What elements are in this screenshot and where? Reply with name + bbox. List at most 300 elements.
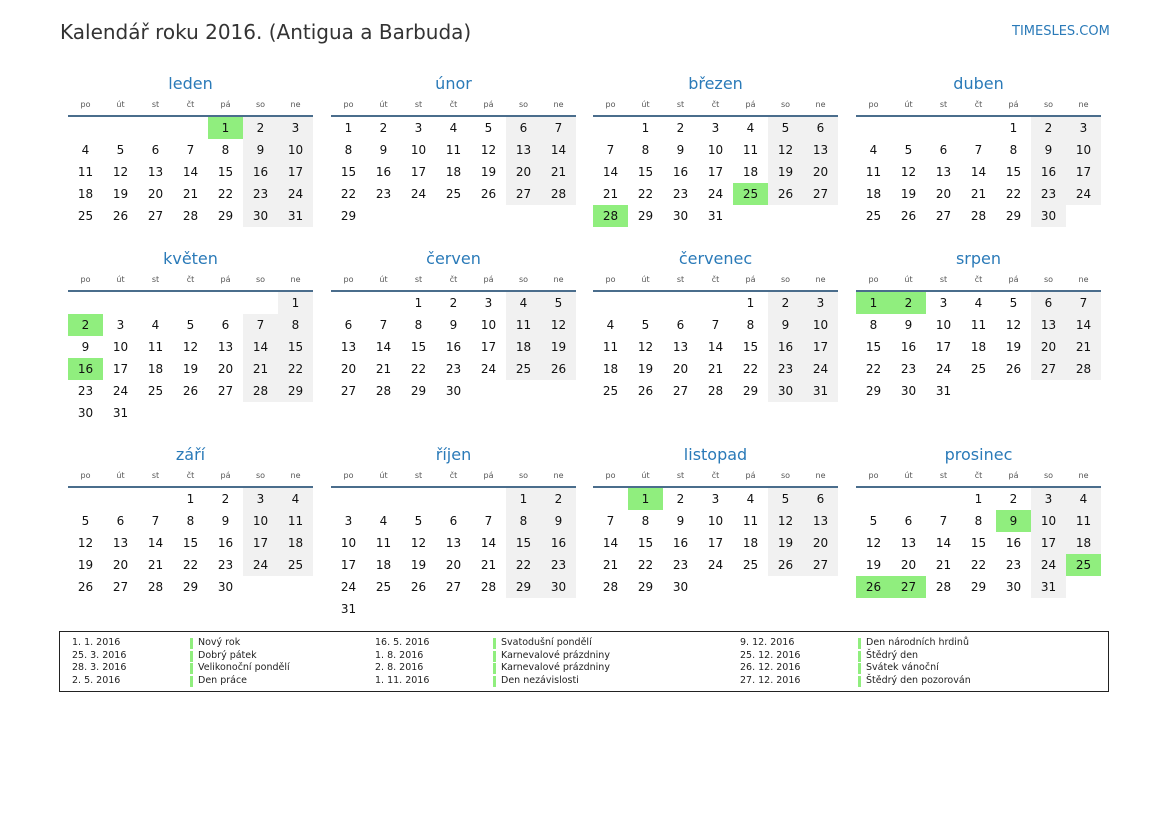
- empty-cell: [733, 576, 768, 598]
- day-cell: 5: [81, 514, 90, 528]
- empty-cell: [366, 292, 401, 314]
- day-cell: 15: [217, 165, 234, 179]
- week-row: [331, 117, 576, 139]
- day-cell: 27: [340, 384, 357, 398]
- weekday-label: po: [605, 275, 616, 284]
- month-name: květen: [163, 249, 218, 268]
- weekday-label: pá: [1008, 100, 1019, 109]
- day-cell: 12: [410, 536, 427, 550]
- week-row: [593, 314, 838, 336]
- day-cell: 4: [379, 514, 388, 528]
- day-cell: 7: [541, 117, 576, 139]
- day-cell: 13: [1031, 314, 1066, 336]
- day-cell: 24: [480, 362, 497, 376]
- day-cell: 18: [506, 336, 541, 358]
- day-cell: 17: [803, 336, 838, 358]
- day-cell: 6: [221, 318, 230, 332]
- day-cell: 27: [217, 384, 234, 398]
- weekday-header: [856, 270, 1101, 292]
- day-cell: 19: [182, 362, 199, 376]
- legend-name: Den nezávislosti: [501, 674, 579, 686]
- day-cell: 8: [278, 314, 313, 336]
- day-cell: 2: [891, 292, 926, 314]
- empty-cell: [471, 380, 506, 402]
- day-cell: 20: [900, 558, 917, 572]
- legend-column: [363, 637, 610, 687]
- day-cell: 28: [602, 580, 619, 594]
- day-cell: 8: [506, 510, 541, 532]
- empty-cell: [996, 380, 1031, 402]
- day-cell: 20: [1031, 336, 1066, 358]
- day-cell: 2: [221, 492, 230, 506]
- legend-date: 2. 8. 2016: [375, 662, 424, 673]
- legend-item: [363, 662, 610, 675]
- day-cell: 2: [449, 296, 458, 310]
- day-cell: 24: [935, 362, 952, 376]
- legend-date: 1. 1. 2016: [72, 637, 121, 648]
- day-cell: 26: [77, 580, 94, 594]
- weekday-label: so: [780, 471, 791, 480]
- week-row: [331, 183, 576, 205]
- month-calendar: [331, 444, 576, 620]
- month-name: červen: [426, 249, 481, 268]
- empty-cell: [366, 598, 401, 620]
- day-cell: 29: [865, 384, 882, 398]
- day-cell: 8: [641, 143, 650, 157]
- week-row: [68, 292, 313, 314]
- day-cell: 9: [1031, 139, 1066, 161]
- weekday-label: so: [1043, 471, 1054, 480]
- day-cell: 19: [112, 187, 129, 201]
- day-cell: 15: [865, 340, 882, 354]
- week-row: [331, 576, 576, 598]
- empty-cell: [138, 402, 173, 424]
- weekday-label: st: [676, 275, 685, 284]
- month-name: prosinec: [944, 445, 1013, 464]
- day-cell: 9: [243, 139, 278, 161]
- empty-cell: [926, 488, 961, 510]
- holiday-marker: [858, 651, 861, 662]
- day-cell: 16: [445, 340, 462, 354]
- day-cell: 16: [375, 165, 392, 179]
- day-cell: 6: [151, 143, 160, 157]
- legend-name: Štědrý den: [866, 649, 919, 661]
- day-cell: 20: [803, 532, 838, 554]
- day-cell: 25: [147, 384, 164, 398]
- day-cell: 4: [746, 121, 755, 135]
- day-cell: 12: [112, 165, 129, 179]
- day-cell: 8: [641, 514, 650, 528]
- day-cell: 7: [151, 514, 160, 528]
- day-cell: 17: [480, 340, 497, 354]
- weekday-label: ne: [1078, 100, 1089, 109]
- day-cell: 1: [506, 488, 541, 510]
- day-cell: 14: [970, 165, 987, 179]
- day-cell: 12: [480, 143, 497, 157]
- month-calendar: [331, 248, 576, 402]
- week-row: [593, 532, 838, 554]
- day-cell: 4: [449, 121, 458, 135]
- day-cell: 5: [904, 143, 913, 157]
- day-cell: 9: [541, 510, 576, 532]
- legend-item: [728, 675, 971, 688]
- week-row: [68, 554, 313, 576]
- day-cell: 15: [278, 336, 313, 358]
- weekday-label: po: [343, 275, 354, 284]
- day-cell: 14: [375, 340, 392, 354]
- day-cell: 10: [707, 514, 724, 528]
- empty-cell: [401, 488, 436, 510]
- day-cell: 24: [340, 580, 357, 594]
- day-cell: 19: [768, 161, 803, 183]
- empty-cell: [68, 117, 103, 139]
- day-cell: 21: [541, 161, 576, 183]
- weekday-label: pá: [745, 471, 756, 480]
- day-cell: 14: [602, 165, 619, 179]
- week-row: [593, 336, 838, 358]
- weekday-label: ne: [290, 471, 301, 480]
- day-cell: 30: [445, 384, 462, 398]
- day-cell: 30: [77, 406, 94, 420]
- week-row: [856, 488, 1101, 510]
- day-cell: 11: [375, 536, 392, 550]
- day-cell: 3: [278, 117, 313, 139]
- holiday-legend: [59, 631, 1109, 692]
- day-cell: 10: [410, 143, 427, 157]
- week-row: [593, 205, 838, 227]
- day-cell: 13: [900, 536, 917, 550]
- day-cell: 20: [147, 187, 164, 201]
- day-cell: 12: [768, 510, 803, 532]
- legend-date: 1. 8. 2016: [375, 649, 424, 661]
- day-cell: 12: [865, 536, 882, 550]
- day-cell: 22: [637, 558, 654, 572]
- day-cell: 8: [221, 143, 230, 157]
- empty-cell: [243, 292, 278, 314]
- legend-date: 26. 12. 2016: [740, 662, 801, 673]
- day-cell: 8: [1009, 143, 1018, 157]
- week-row: [68, 314, 313, 336]
- empty-cell: [541, 598, 576, 620]
- day-cell: 6: [449, 514, 458, 528]
- empty-cell: [103, 488, 138, 510]
- month-calendar: [856, 73, 1101, 227]
- empty-cell: [243, 576, 278, 598]
- day-cell: 4: [974, 296, 983, 310]
- week-row: [331, 205, 576, 227]
- day-cell: 27: [803, 554, 838, 576]
- weekday-label: čt: [974, 471, 983, 480]
- empty-cell: [698, 292, 733, 314]
- legend-name: Velikonoční pondělí: [198, 662, 290, 673]
- empty-cell: [506, 380, 541, 402]
- weekday-label: po: [605, 100, 616, 109]
- day-cell: 22: [865, 362, 882, 376]
- day-cell: 7: [974, 143, 983, 157]
- weekday-label: po: [343, 471, 354, 480]
- day-cell: 27: [803, 183, 838, 205]
- month-name: říjen: [435, 445, 472, 464]
- day-cell: 7: [606, 143, 615, 157]
- day-cell: 5: [186, 318, 195, 332]
- day-cell: 19: [637, 362, 654, 376]
- day-cell: 19: [900, 187, 917, 201]
- empty-cell: [68, 488, 103, 510]
- day-cell: 30: [672, 209, 689, 223]
- day-cell: 22: [637, 187, 654, 201]
- day-cell: 16: [1005, 536, 1022, 550]
- day-cell: 3: [1031, 488, 1066, 510]
- day-cell: 21: [480, 558, 497, 572]
- day-cell: 21: [147, 558, 164, 572]
- day-cell: 23: [375, 187, 392, 201]
- day-cell: 14: [602, 536, 619, 550]
- day-cell: 25: [742, 558, 759, 572]
- day-cell: 29: [970, 580, 987, 594]
- day-cell: 23: [672, 187, 689, 201]
- weekday-label: pá: [483, 471, 494, 480]
- legend-name: Karnevalové prázdniny: [501, 662, 610, 673]
- empty-cell: [138, 117, 173, 139]
- day-cell: 3: [116, 318, 125, 332]
- weekday-label: st: [676, 471, 685, 480]
- day-cell: 6: [506, 117, 541, 139]
- day-cell: 18: [742, 536, 759, 550]
- day-cell: 29: [637, 209, 654, 223]
- site-link[interactable]: TIMESLES.COM: [1012, 24, 1110, 39]
- month-name: srpen: [955, 249, 1002, 268]
- holiday-marker: [493, 663, 496, 674]
- week-row: [68, 358, 313, 380]
- day-cell: 14: [707, 340, 724, 354]
- empty-cell: [103, 292, 138, 314]
- day-cell: 10: [707, 143, 724, 157]
- day-cell: 4: [506, 292, 541, 314]
- day-cell: 1: [641, 121, 650, 135]
- legend-date: 9. 12. 2016: [740, 637, 795, 648]
- day-cell: 3: [711, 492, 720, 506]
- weekday-label: ne: [815, 471, 826, 480]
- day-cell: 10: [278, 139, 313, 161]
- day-cell: 10: [340, 536, 357, 550]
- day-cell: 19: [1005, 340, 1022, 354]
- day-cell: 26: [856, 576, 891, 598]
- empty-cell: [436, 598, 471, 620]
- week-row: [593, 576, 838, 598]
- weekday-label: so: [780, 100, 791, 109]
- day-cell: 5: [414, 514, 423, 528]
- day-cell: 3: [1066, 117, 1101, 139]
- day-cell: 18: [375, 558, 392, 572]
- empty-cell: [961, 380, 996, 402]
- week-row: [593, 358, 838, 380]
- day-cell: 1: [186, 492, 195, 506]
- weekday-label: st: [939, 275, 948, 284]
- weekday-label: ne: [1078, 275, 1089, 284]
- holiday-marker: [493, 676, 496, 687]
- day-cell: 10: [480, 318, 497, 332]
- day-cell: 22: [506, 554, 541, 576]
- day-cell: 16: [900, 340, 917, 354]
- day-cell: 17: [340, 558, 357, 572]
- page-title: Kalendář roku 2016. (Antigua a Barbuda): [60, 20, 472, 44]
- legend-item: [60, 650, 290, 663]
- day-cell: 17: [278, 161, 313, 183]
- day-cell: 10: [1031, 510, 1066, 532]
- day-cell: 24: [278, 183, 313, 205]
- empty-cell: [541, 205, 576, 227]
- week-row: [68, 161, 313, 183]
- day-cell: 15: [340, 165, 357, 179]
- month-name: únor: [435, 74, 472, 93]
- weekday-label: ne: [553, 471, 564, 480]
- day-cell: 8: [974, 514, 983, 528]
- day-cell: 10: [243, 510, 278, 532]
- empty-cell: [366, 488, 401, 510]
- day-cell: 3: [414, 121, 423, 135]
- day-cell: 15: [637, 536, 654, 550]
- weekday-label: so: [255, 275, 266, 284]
- day-cell: 2: [243, 117, 278, 139]
- day-cell: 4: [1066, 488, 1101, 510]
- weekday-label: čt: [449, 100, 458, 109]
- legend-name: Dobrý pátek: [198, 649, 257, 661]
- empty-cell: [278, 402, 313, 424]
- month-name: září: [175, 445, 206, 464]
- day-cell: 20: [506, 161, 541, 183]
- day-cell: 8: [186, 514, 195, 528]
- empty-cell: [541, 380, 576, 402]
- holiday-marker: [190, 651, 193, 662]
- legend-date: 25. 3. 2016: [72, 649, 127, 661]
- day-cell: 13: [147, 165, 164, 179]
- day-cell: 24: [1066, 183, 1101, 205]
- day-cell: 14: [935, 536, 952, 550]
- weekday-label: pá: [1008, 275, 1019, 284]
- day-cell: 23: [243, 183, 278, 205]
- weekday-label: út: [641, 471, 650, 480]
- day-cell: 27: [147, 209, 164, 223]
- day-cell: 29: [1005, 209, 1022, 223]
- weekday-label: st: [151, 471, 160, 480]
- day-cell: 11: [77, 165, 94, 179]
- day-cell: 18: [278, 532, 313, 554]
- legend-name: Den práce: [198, 674, 248, 686]
- month-calendar: [68, 73, 313, 227]
- empty-cell: [471, 598, 506, 620]
- day-cell: 6: [344, 318, 353, 332]
- week-row: [856, 139, 1101, 161]
- legend-date: 27. 12. 2016: [740, 674, 801, 686]
- day-cell: 5: [1009, 296, 1018, 310]
- day-cell: 24: [410, 187, 427, 201]
- week-row: [593, 554, 838, 576]
- day-cell: 6: [676, 318, 685, 332]
- day-cell: 16: [1031, 161, 1066, 183]
- empty-cell: [628, 292, 663, 314]
- day-cell: 20: [803, 161, 838, 183]
- day-cell: 23: [541, 554, 576, 576]
- day-cell: 5: [768, 117, 803, 139]
- weekday-label: pá: [483, 100, 494, 109]
- week-row: [331, 139, 576, 161]
- empty-cell: [103, 117, 138, 139]
- day-cell: 11: [278, 510, 313, 532]
- day-cell: 27: [112, 580, 129, 594]
- day-cell: 15: [637, 165, 654, 179]
- weekday-label: čt: [974, 100, 983, 109]
- day-cell: 30: [1031, 205, 1066, 227]
- day-cell: 11: [602, 340, 619, 354]
- day-cell: 17: [1066, 161, 1101, 183]
- day-cell: 12: [637, 340, 654, 354]
- week-row: [68, 336, 313, 358]
- day-cell: 11: [970, 318, 987, 332]
- holiday-marker: [493, 651, 496, 662]
- holiday-marker: [493, 638, 496, 649]
- week-row: [593, 292, 838, 314]
- weekday-label: so: [518, 100, 529, 109]
- weekday-label: ne: [553, 100, 564, 109]
- day-cell: 20: [217, 362, 234, 376]
- legend-date: 28. 3. 2016: [72, 662, 127, 673]
- week-row: [856, 205, 1101, 227]
- day-cell: 2: [541, 488, 576, 510]
- week-row: [856, 358, 1101, 380]
- day-cell: 12: [77, 536, 94, 550]
- empty-cell: [436, 488, 471, 510]
- week-row: [856, 380, 1101, 402]
- month-name: červenec: [678, 249, 753, 268]
- day-cell: 21: [602, 558, 619, 572]
- day-cell: 24: [707, 187, 724, 201]
- empty-cell: [733, 205, 768, 227]
- day-cell: 24: [243, 554, 278, 576]
- legend-name: Svátek vánoční: [866, 662, 939, 673]
- weekday-label: st: [151, 100, 160, 109]
- weekday-header: [593, 466, 838, 488]
- day-cell: 9: [904, 318, 913, 332]
- week-row: [856, 161, 1101, 183]
- legend-name: Karnevalové prázdniny: [501, 649, 610, 661]
- day-cell: 20: [935, 187, 952, 201]
- week-row: [68, 117, 313, 139]
- day-cell: 2: [68, 314, 103, 336]
- day-cell: 22: [182, 558, 199, 572]
- day-cell: 24: [1031, 554, 1066, 576]
- day-cell: 5: [641, 318, 650, 332]
- empty-cell: [506, 205, 541, 227]
- weekday-label: čt: [449, 275, 458, 284]
- empty-cell: [856, 117, 891, 139]
- day-cell: 7: [186, 143, 195, 157]
- empty-cell: [768, 576, 803, 598]
- day-cell: 10: [803, 314, 838, 336]
- day-cell: 16: [672, 536, 689, 550]
- day-cell: 13: [803, 139, 838, 161]
- legend-item: [60, 662, 290, 675]
- week-row: [856, 554, 1101, 576]
- weekday-label: pá: [745, 275, 756, 284]
- day-cell: 23: [1005, 558, 1022, 572]
- weekday-label: so: [518, 471, 529, 480]
- day-cell: 22: [217, 187, 234, 201]
- legend-item: [728, 637, 971, 650]
- day-cell: 5: [484, 121, 493, 135]
- day-cell: 6: [803, 488, 838, 510]
- weekday-label: st: [414, 275, 423, 284]
- week-row: [331, 380, 576, 402]
